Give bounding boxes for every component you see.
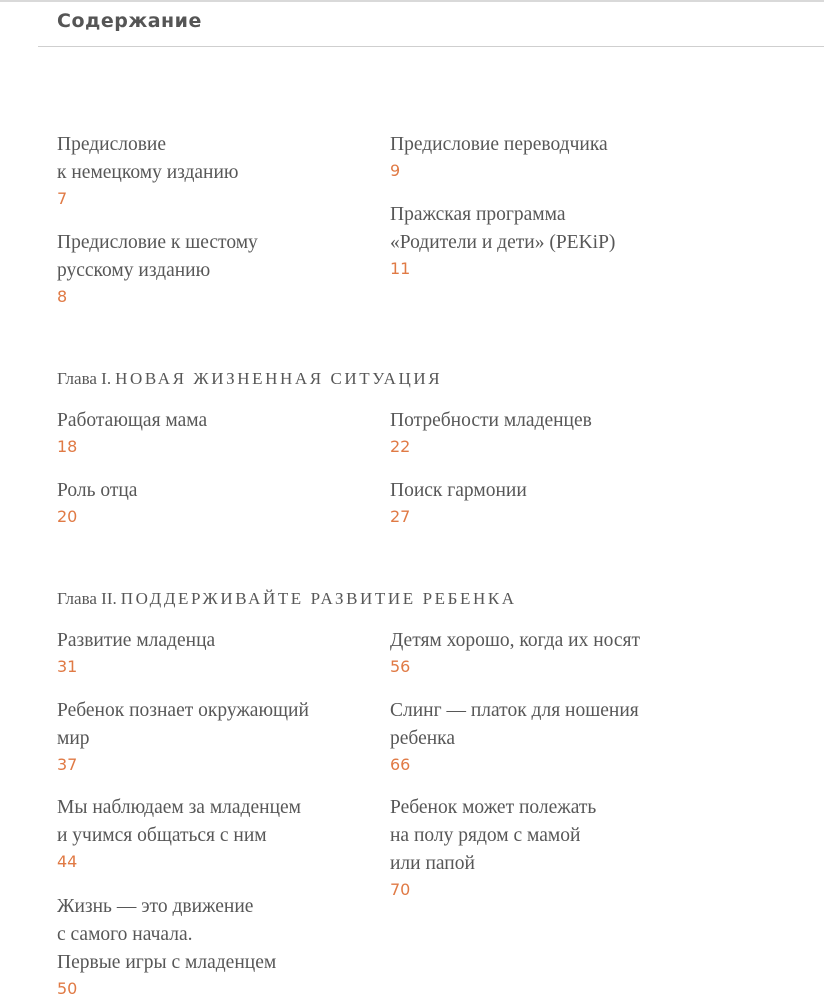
- toc-entry[interactable]: [57, 477, 137, 529]
- top-border: [0, 0, 824, 2]
- toc-entry-line: и учимся общаться с ним: [57, 825, 267, 846]
- toc-entry-title: [390, 201, 615, 257]
- toc-entry-title: [57, 794, 301, 850]
- toc-entry[interactable]: [57, 229, 258, 309]
- toc-page-number: 27: [390, 507, 411, 526]
- toc-entry-title: [57, 477, 137, 505]
- toc-entry-line: Потребности младенцев: [390, 410, 592, 431]
- toc-entry-line: Предисловие: [57, 134, 167, 155]
- toc-entry-line: Мы наблюдаем за младенцем: [57, 797, 301, 818]
- toc-entry[interactable]: [390, 697, 639, 777]
- toc-entry-title: [390, 627, 640, 655]
- toc-page-number: 66: [390, 755, 411, 774]
- toc-entry-line: Пражская программа: [390, 204, 566, 225]
- chapter-label: Глава I.: [57, 369, 112, 388]
- chapter-title: ПОДДЕРЖИВАЙТЕ РАЗВИТИЕ РЕБЕНКА: [120, 589, 517, 608]
- toc-page-number: 70: [390, 880, 411, 899]
- toc-entry-line: Роль отца: [57, 480, 138, 501]
- toc-entry[interactable]: [390, 201, 615, 281]
- toc-entry-title: [390, 407, 592, 435]
- toc-entry[interactable]: [57, 794, 301, 874]
- toc-entry[interactable]: [390, 794, 596, 902]
- toc-entry[interactable]: [390, 407, 592, 459]
- chapter-heading: [57, 369, 442, 389]
- toc-entry-title: [57, 697, 309, 753]
- toc-entry-title: [390, 697, 639, 753]
- page-title: Содержание: [57, 10, 202, 32]
- toc-page-number: 22: [390, 437, 411, 456]
- toc-entry-line: с самого начала.: [57, 924, 193, 945]
- toc-entry-title: [57, 407, 207, 435]
- toc-page-number: 9: [390, 161, 401, 180]
- toc-entry-line: или папой: [390, 853, 475, 874]
- toc-page-number: 50: [57, 979, 78, 998]
- toc-page-number: 11: [390, 259, 411, 278]
- toc-entry-line: русскому изданию: [57, 260, 211, 281]
- toc-page-number: 56: [390, 657, 411, 676]
- toc-entry[interactable]: [57, 407, 207, 459]
- toc-page-number: 8: [57, 287, 68, 306]
- toc-entry-line: Поиск гармонии: [390, 480, 527, 501]
- toc-entry[interactable]: [57, 893, 276, 1001]
- toc-entry[interactable]: [390, 477, 527, 529]
- toc-entry-line: ребенка: [390, 728, 455, 749]
- chapter-heading: [57, 589, 517, 609]
- toc-entry[interactable]: [57, 131, 239, 211]
- toc-page-number: 44: [57, 852, 78, 871]
- toc-page-number: 31: [57, 657, 78, 676]
- toc-page-number: 20: [57, 507, 78, 526]
- toc-entry[interactable]: [57, 697, 309, 777]
- toc-entry-line: на полу рядом с мамой: [390, 825, 581, 846]
- toc-entry-title: [57, 627, 215, 655]
- toc-entry-line: «Родители и дети» (PEKiP): [390, 232, 616, 253]
- toc-entry-line: Предисловие к шестому: [57, 232, 258, 253]
- chapter-label: Глава II.: [57, 589, 117, 608]
- toc-entry-line: Детям хорошо, когда их носят: [390, 630, 641, 651]
- toc-page-number: 37: [57, 755, 78, 774]
- toc-entry-title: [390, 794, 596, 878]
- toc-entry-line: Жизнь — это движение: [57, 896, 254, 917]
- toc-entry-line: Предисловие переводчика: [390, 134, 608, 155]
- toc-entry-title: [390, 477, 527, 505]
- toc-page-number: 18: [57, 437, 78, 456]
- toc-entry[interactable]: [390, 131, 608, 183]
- toc-entry-line: Ребенок познает окружающий: [57, 700, 309, 721]
- toc-entry[interactable]: [390, 627, 640, 679]
- toc-entry-line: Слинг — платок для ношения: [390, 700, 639, 721]
- chapter-title: НОВАЯ ЖИЗНЕННАЯ СИТУАЦИЯ: [115, 369, 443, 388]
- toc-entry-title: [57, 893, 276, 977]
- toc-entry-line: Работающая мама: [57, 410, 208, 431]
- header-divider: [38, 46, 824, 47]
- toc-entry-line: Первые игры с младенцем: [57, 952, 277, 973]
- toc-entry[interactable]: [57, 627, 215, 679]
- toc-entry-title: [57, 229, 258, 285]
- toc-entry-line: к немецкому изданию: [57, 162, 239, 183]
- toc-page-number: 7: [57, 189, 68, 208]
- toc-entry-title: [390, 131, 608, 159]
- toc-entry-line: Развитие младенца: [57, 630, 216, 651]
- toc-entry-line: мир: [57, 728, 90, 749]
- toc-entry-title: [57, 131, 239, 187]
- toc-entry-line: Ребенок может полежать: [390, 797, 597, 818]
